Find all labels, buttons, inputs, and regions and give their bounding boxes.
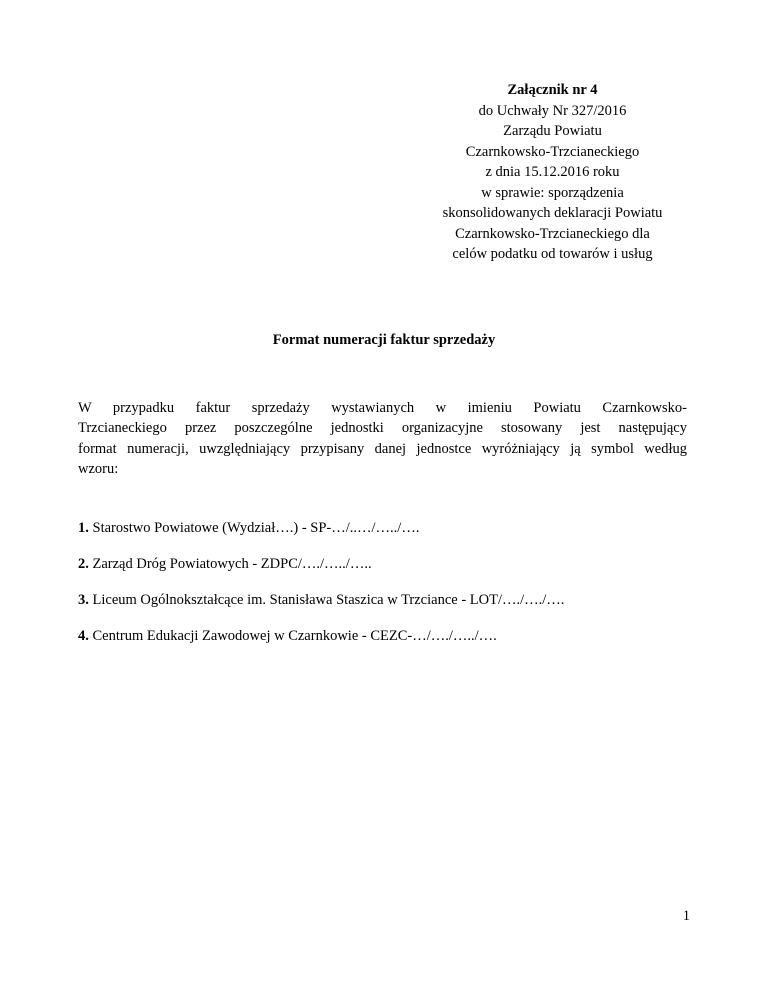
- list-item-text: Zarząd Dróg Powiatowych - ZDPC/…./…../…..: [88, 556, 372, 572]
- attachment-line: Czarnkowsko-Trzcianeckiego: [465, 143, 640, 160]
- attachment-line: celów podatku od towarów i usług: [452, 246, 653, 262]
- list-item-number: 2.: [78, 556, 89, 572]
- attachment-line: w sprawie: sporządzenia: [481, 184, 624, 201]
- body-paragraph: [78, 398, 687, 479]
- list-item-number: 3.: [78, 592, 89, 608]
- list-item-number: 4.: [78, 628, 89, 644]
- paragraph-line: wzoru:: [78, 460, 119, 477]
- attachment-line: Zarządu Powiatu: [503, 123, 602, 139]
- paragraph-line: format numeracji, uwzględniający przypisany danej jednostce wyróżniający ją symbol według: [78, 440, 687, 457]
- list-item: [78, 592, 564, 609]
- list-item-text: Centrum Edukacji Zawodowej w Czarnkowie - CEZC-…/…./…../….: [88, 628, 497, 644]
- attachment-line: z dnia 15.12.2016 roku: [485, 164, 620, 180]
- page-number: 1: [682, 908, 690, 924]
- list-item: [78, 520, 419, 537]
- list-item: [78, 628, 497, 645]
- list-item-text: Starostwo Powiatowe (Wydział….) - SP-…/..…/…../….: [88, 520, 420, 536]
- document-heading: Format numeracji faktur sprzedaży: [272, 332, 496, 348]
- attachment-line: skonsolidowanych deklaracji Powiatu: [442, 205, 663, 221]
- list-item-number: 1.: [78, 520, 89, 536]
- attachment-line: Czarnkowsko-Trzcianeckiego dla: [455, 225, 650, 242]
- attachment-line: do Uchwały Nr 327/2016: [478, 102, 627, 119]
- paragraph-line: W przypadku faktur sprzedaży wystawianych w imieniu Powiatu Czarnkowsko-: [78, 400, 687, 416]
- list-item: [78, 556, 372, 573]
- list-item-text: Liceum Ogólnokształcące im. Stanisława Staszica w Trzciance - LOT/…./…./….: [88, 592, 565, 608]
- attachment-title: Załącznik nr 4: [507, 82, 598, 98]
- attachment-header: [430, 80, 675, 265]
- paragraph-line: Trzcianeckiego przez poszczególne jednostki organizacyjne stosowany jest następujący: [78, 420, 687, 437]
